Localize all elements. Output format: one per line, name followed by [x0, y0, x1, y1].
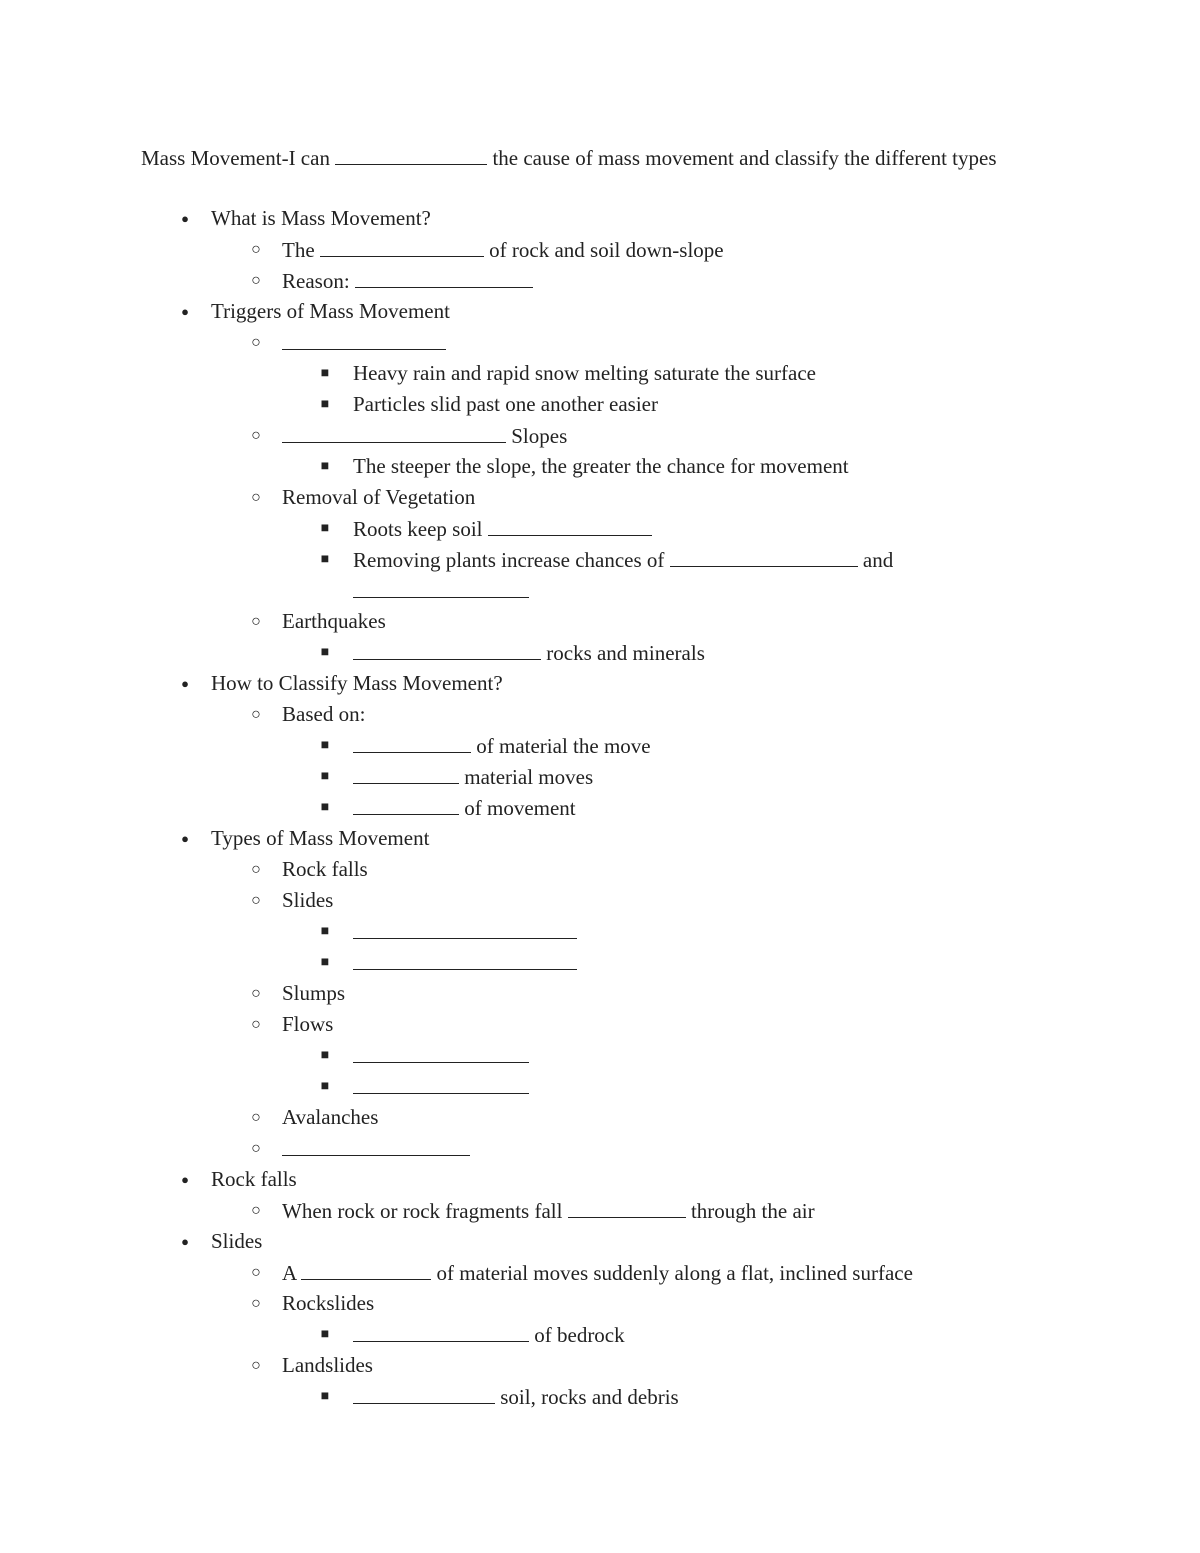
- bullet-level1: ●: [181, 211, 189, 226]
- worksheet-title: [141, 142, 1051, 174]
- fill-in-blank[interactable]: [355, 265, 533, 288]
- list-item: Based on:: [282, 702, 366, 726]
- list-item: [282, 1133, 470, 1164]
- fill-in-blank[interactable]: [282, 420, 506, 443]
- bullet-level2: ○: [251, 334, 261, 351]
- heading-classify: How to Classify Mass Movement?: [211, 671, 503, 695]
- fill-in-blank[interactable]: [488, 513, 652, 536]
- fill-in-blank[interactable]: [568, 1195, 686, 1218]
- heading-slides: Slides: [211, 1229, 263, 1253]
- bullet-level3: ■: [320, 800, 330, 815]
- list-item: Heavy rain and rapid snow melting saturate the surface: [353, 361, 816, 385]
- bullet-level3: ■: [320, 955, 330, 970]
- list-item: Landslides: [282, 1353, 373, 1377]
- bullet-level2: ○: [251, 1140, 261, 1157]
- fill-in-blank[interactable]: [282, 1133, 470, 1156]
- bullet-level3: ■: [320, 366, 330, 381]
- fill-in-blank[interactable]: [353, 947, 577, 970]
- bullet-level2: ○: [251, 272, 261, 289]
- list-item-continuation: [353, 575, 529, 606]
- heading-types: Types of Mass Movement: [211, 826, 430, 850]
- fill-in-blank[interactable]: [353, 1071, 529, 1094]
- bullet-level3: ■: [320, 645, 330, 660]
- list-item: Reason:: [282, 265, 533, 296]
- list-item: Rockslides: [282, 1291, 375, 1315]
- bullet-level2: ○: [251, 489, 261, 506]
- fill-in-blank[interactable]: [320, 234, 484, 257]
- list-item: Rock falls: [282, 857, 368, 881]
- list-item: [353, 1040, 529, 1071]
- fill-in-blank[interactable]: [335, 142, 487, 165]
- bullet-level1: ●: [181, 304, 189, 319]
- title-text-1: Mass Movement-I can: [141, 146, 330, 170]
- fill-in-blank[interactable]: [353, 916, 577, 939]
- bullet-level3: ■: [320, 1389, 330, 1404]
- list-item: Flows: [282, 1012, 334, 1036]
- heading-what-is-mass-movement: What is Mass Movement?: [211, 206, 431, 230]
- bullet-level2: ○: [251, 1109, 261, 1126]
- bullet-level3: ■: [320, 459, 330, 474]
- list-item: of material the move: [353, 730, 651, 761]
- fill-in-blank[interactable]: [353, 637, 541, 660]
- bullet-level2: ○: [251, 892, 261, 909]
- list-item: material moves: [353, 761, 593, 792]
- bullet-level2: ○: [251, 1357, 261, 1374]
- fill-in-blank[interactable]: [353, 1040, 529, 1063]
- bullet-level2: ○: [251, 1295, 261, 1312]
- list-item: Removal of Vegetation: [282, 485, 476, 509]
- list-item: Avalanches: [282, 1105, 379, 1129]
- list-item: Removing plants increase chances of and: [353, 544, 893, 575]
- heading-rock-falls: Rock falls: [211, 1167, 297, 1191]
- bullet-level2: ○: [251, 613, 261, 630]
- bullet-level2: ○: [251, 861, 261, 878]
- fill-in-blank[interactable]: [353, 730, 471, 753]
- list-item: When rock or rock fragments fall through the air: [282, 1195, 815, 1226]
- bullet-level2: ○: [251, 706, 261, 723]
- list-item: Roots keep soil: [353, 513, 652, 544]
- fill-in-blank[interactable]: [353, 575, 529, 598]
- list-item: soil, rocks and debris: [353, 1381, 679, 1412]
- bullet-level2: ○: [251, 1202, 261, 1219]
- fill-in-blank[interactable]: [670, 544, 858, 567]
- bullet-level2: ○: [251, 427, 261, 444]
- bullet-level3: ■: [320, 552, 330, 567]
- bullet-level3: ■: [320, 769, 330, 784]
- list-item: [353, 1071, 529, 1102]
- list-item: Slides: [282, 888, 334, 912]
- list-item: rocks and minerals: [353, 637, 705, 668]
- list-item: A of material moves suddenly along a flat, inclined surface: [282, 1257, 913, 1288]
- bullet-level2: ○: [251, 1264, 261, 1281]
- list-item: Earthquakes: [282, 609, 386, 633]
- fill-in-blank[interactable]: [353, 792, 459, 815]
- bullet-level2: ○: [251, 985, 261, 1002]
- bullet-level1: ●: [181, 1234, 189, 1249]
- list-item: [282, 327, 446, 358]
- list-item: of bedrock: [353, 1319, 625, 1350]
- bullet-level3: ■: [320, 1327, 330, 1342]
- bullet-level2: ○: [251, 241, 261, 258]
- fill-in-blank[interactable]: [353, 1381, 495, 1404]
- fill-in-blank[interactable]: [282, 327, 446, 350]
- bullet-level1: ●: [181, 1172, 189, 1187]
- title-text-3: types: [952, 146, 997, 170]
- bullet-level3: ■: [320, 397, 330, 412]
- fill-in-blank[interactable]: [353, 1319, 529, 1342]
- list-item: of movement: [353, 792, 576, 823]
- bullet-level1: ●: [181, 831, 189, 846]
- list-item: Slumps: [282, 981, 346, 1005]
- list-item: Particles slid past one another easier: [353, 392, 658, 416]
- bullet-level3: ■: [320, 1079, 330, 1094]
- title-text-2: the cause of mass movement and classify the different: [492, 146, 947, 170]
- list-item: Slopes: [282, 420, 567, 451]
- heading-triggers: Triggers of Mass Movement: [211, 299, 450, 323]
- bullet-level3: ■: [320, 521, 330, 536]
- bullet-level2: ○: [251, 1016, 261, 1033]
- list-item: The steeper the slope, the greater the chance for movement: [353, 454, 849, 478]
- bullet-level3: ■: [320, 924, 330, 939]
- list-item: [353, 916, 577, 947]
- list-item: [353, 947, 577, 978]
- fill-in-blank[interactable]: [353, 761, 459, 784]
- bullet-level1: ●: [181, 676, 189, 691]
- list-item: The of rock and soil down-slope: [282, 234, 724, 265]
- bullet-level3: ■: [320, 1048, 330, 1063]
- bullet-level3: ■: [320, 738, 330, 753]
- fill-in-blank[interactable]: [301, 1257, 431, 1280]
